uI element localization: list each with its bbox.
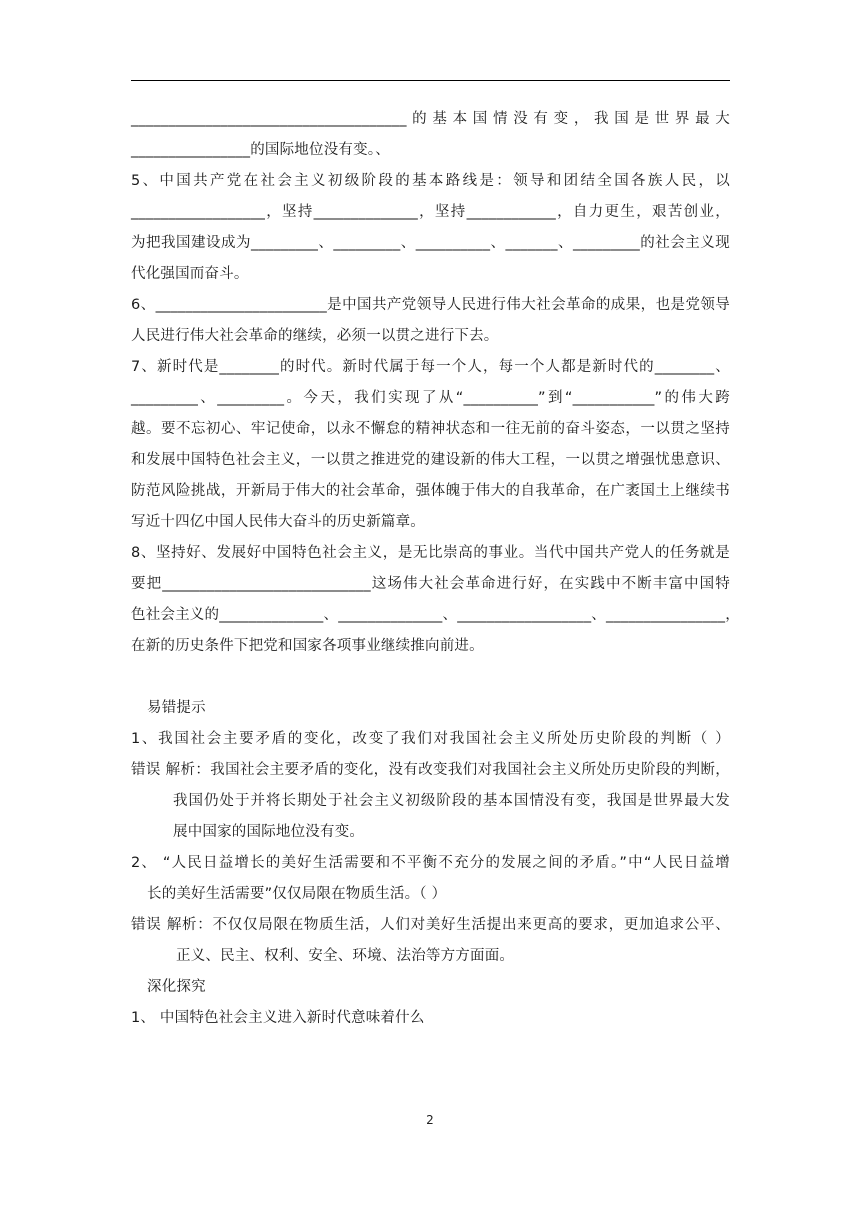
text-line: 在新的历史条件下把党和国家各项事业继续推向前进。 — [131, 638, 484, 654]
text-line: 人民进行伟大社会革命的继续，必须一以贯之进行下去。 — [131, 328, 499, 344]
text-line: __________________，坚持______________，坚持____________，自力更生，艰苦创业， — [131, 204, 730, 220]
page-number: 2 — [426, 1113, 434, 1127]
error-answer: 错误 解析：我国社会主要矛盾的变化，没有改变我们对我国社会主义所处历史阶段的判断， — [131, 762, 730, 778]
document-body — [131, 104, 740, 1034]
text-line: 和发展中国特色社会主义，一以贯之推进党的建设新的伟大工程，一以贯之增强忧患意识、 — [131, 452, 730, 468]
error-item: 1、我国社会主要矛盾的变化，改变了我们对我国社会主义所处历史阶段的判断（ ） — [131, 731, 730, 747]
text-line: 防范风险挑战，开新局于伟大的社会革命，强体魄于伟大的自我革命，在广袤国土上继续书 — [131, 483, 730, 499]
text-line: 8、坚持好、发展好中国特色社会主义，是无比崇高的事业。当代中国共产党人的任务就是 — [131, 545, 730, 561]
text-line: ________________的国际地位没有变。、 — [131, 142, 390, 158]
text-line: 代化强国而奋斗。 — [131, 266, 249, 282]
error-answer: 错误 解析：不仅仅局限在物质生活，人们对美好生活提出来更高的要求，更加追求公平、 — [131, 917, 730, 933]
section-heading-errors: 易错提示 — [147, 700, 206, 716]
text-line: 7、新时代是________的时代。新时代属于每一个人，每一个人都是新时代的________、 — [131, 359, 730, 375]
error-answer-cont: 我国仍处于并将长期处于社会主义初级阶段的基本国情没有变，我国是世界最大发 — [173, 793, 730, 809]
text-line: _____________________________________的基本国情没有变，我国是世界最大 — [131, 111, 730, 127]
text-line: 色社会主义的______________、______________、__________________、________________， — [131, 607, 740, 623]
text-line: 为把我国建设成为_________、_________、__________、_______、_________的社会主义现 — [131, 235, 730, 251]
explore-item: 1、 中国特色社会主义进入新时代意味着什么 — [131, 1010, 425, 1026]
text-line: 6、_______________________是中国共产党领导人民进行伟大社会革命的成果，也是党领导 — [131, 297, 730, 313]
section-heading-explore: 深化探究 — [147, 979, 206, 995]
text-line: _________、_________。今天，我们实现了从“__________”到“___________”的伟大跨 — [131, 390, 730, 406]
text-line: 要把____________________________这场伟大社会革命进行好，在实践中不断丰富中国特 — [131, 576, 730, 592]
error-answer-cont: 展中国家的国际地位没有变。 — [173, 824, 365, 840]
text-line: 5、中国共产党在社会主义初级阶段的基本路线是：领导和团结全国各族人民，以 — [131, 173, 730, 189]
text-line: 写近十四亿中国人民伟大奋斗的历史新篇章。 — [131, 514, 425, 530]
text-line: 越。要不忘初心、牢记使命，以永不懈怠的精神状态和一往无前的奋斗姿态，一以贯之坚持 — [131, 421, 730, 437]
header-rule — [131, 80, 730, 81]
error-answer-cont: 正义、民主、权利、安全、环境、法治等方方面面。 — [176, 948, 515, 964]
error-item-cont: 长的美好生活需要”仅仅局限在物质生活。（ ） — [147, 886, 447, 902]
paragraph-gap — [131, 662, 730, 693]
error-item: 2、 “人民日益增长的美好生活需要和不平衡不充分的发展之间的矛盾。”中“人民日益增 — [131, 855, 730, 871]
